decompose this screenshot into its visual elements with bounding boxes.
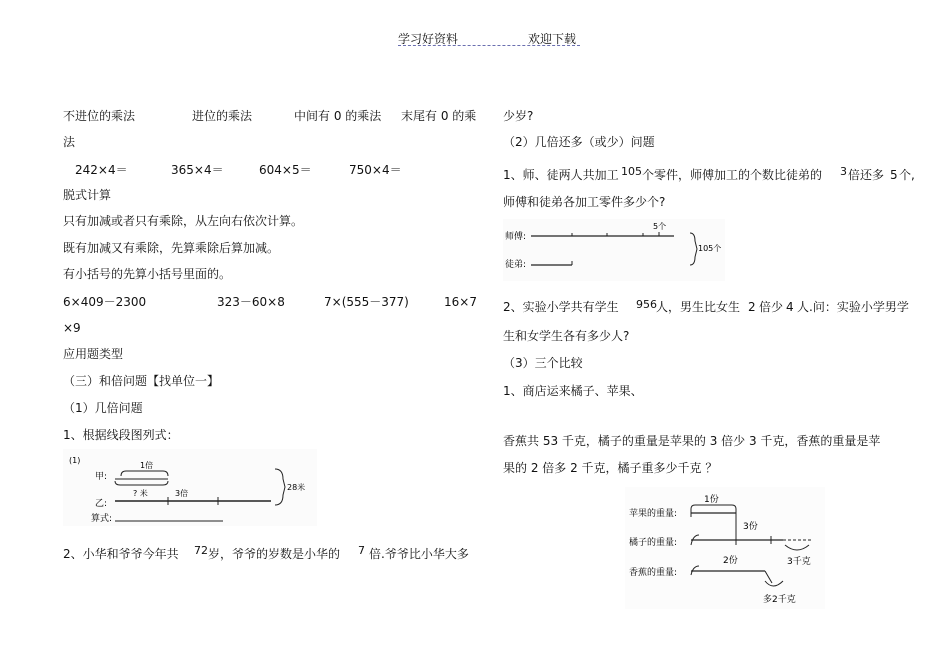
fig2-total: 105个 — [698, 244, 722, 253]
fig2-apprentice: 徒弟: — [505, 260, 527, 270]
fig1-three-parts: 3倍 — [175, 489, 189, 498]
right-q2-part1: 2、实验小学共有学生 — [503, 300, 619, 314]
section-title-app: 应用题类型 — [63, 347, 124, 361]
right-q3-line2: 香蕉共 53 千克，橘子的重量是苹果的 3 倍少 3 千克，香蕉的重量是苹 — [503, 434, 881, 448]
sub-2-title: （2）几倍还多（或少）问题 — [503, 135, 655, 149]
fig3-less3: 3千克 — [787, 557, 811, 567]
right-q2-part4: 人.问：实验小学男学 — [797, 300, 909, 314]
right-q1-part2: 个零件，师傅加工的个数比徒弟的 — [642, 168, 823, 182]
right-q1-part3: 倍还多 — [848, 168, 885, 182]
right-q2-part2: 人，男生比女生 — [656, 300, 741, 314]
right-q2-num1: 956 — [636, 298, 657, 311]
header-left-text: 学习好资料 — [398, 32, 459, 46]
expr-4: 16×7 — [444, 295, 477, 309]
fig2-master: 师傅: — [505, 232, 527, 242]
expr-wrap: ×9 — [63, 321, 81, 335]
expr-2: 323－60×8 — [217, 295, 285, 309]
fig2-five: 5个 — [653, 222, 667, 231]
left-q2-part2: 岁，爷爷的岁数是小华的 — [208, 547, 341, 561]
fig3-more2: 多2千克 — [763, 595, 796, 605]
header-right-text: 欢迎下载 — [528, 32, 577, 46]
fig1-yi: 乙: — [95, 499, 108, 509]
right-q3-line1: 1、商店运来橘子、苹果、 — [503, 384, 643, 398]
calc-3: 604×5＝ — [259, 163, 312, 177]
right-q2-cont: 少岁? — [503, 109, 534, 123]
fig1-label: (1) — [69, 456, 81, 465]
calc-4: 750×4＝ — [349, 163, 402, 177]
line-diagram-2 — [503, 219, 725, 281]
section-3-title: （三）和倍问题【找单位一】 — [63, 374, 220, 388]
right-q1-num2: 3 — [840, 165, 847, 178]
right-q1-part1: 1、师、徒两人共加工 — [503, 168, 619, 182]
left-q2-num1: 72 — [194, 544, 208, 557]
line-diagram-1 — [63, 449, 317, 526]
fig3-two: 2份 — [723, 556, 738, 566]
calc-1: 242×4＝ — [75, 163, 128, 177]
fig1-jia: 甲: — [95, 472, 108, 482]
right-q3-line3: 果的 2 倍多 2 千克，橘子重多少千克 ？ — [503, 461, 718, 475]
right-q2-num2: 2 — [748, 300, 756, 314]
mult-type-3: 中间有 0 的乘法 — [294, 109, 382, 123]
right-q1-part4: 个, — [899, 168, 915, 182]
calc-2: 365×4＝ — [171, 163, 224, 177]
fig3-apple: 苹果的重量: — [629, 509, 678, 519]
fig3-three: 3份 — [743, 522, 758, 532]
question-1: 1、根据线段图列式： — [63, 428, 179, 442]
sub-3-title: （3）三个比较 — [503, 356, 583, 370]
sub-1-title: （1）几倍问题 — [63, 401, 143, 415]
rule-1: 只有加减或者只有乘除，从左向右依次计算。 — [63, 214, 304, 228]
right-q2-num3: 4 — [786, 300, 794, 314]
mult-type-1: 不进位的乘法 — [63, 109, 136, 123]
header-underline — [398, 45, 580, 46]
fig1-unknown: ? 米 — [133, 489, 148, 498]
rule-2: 既有加减又有乘除，先算乘除后算加减。 — [63, 241, 280, 255]
expr-1: 6×409－2300 — [63, 295, 147, 309]
right-q2-part3: 倍少 — [759, 300, 784, 314]
expr-3: 7×(555－377) — [324, 295, 409, 309]
left-q2-part1: 2、小华和爷爷今年共 — [63, 547, 179, 561]
mult-type-2: 进位的乘法 — [192, 109, 253, 123]
line-diagram-3 — [625, 487, 825, 609]
right-q1-num1: 105 — [621, 165, 642, 178]
left-q2-part3: 倍.爷爷比小华大多 — [369, 547, 469, 561]
right-q2-line2: 生和女学生各有多少人? — [503, 329, 630, 343]
fig3-orange: 橘子的重量: — [629, 538, 678, 548]
fig3-one: 1份 — [704, 495, 719, 505]
mult-type-4: 末尾有 0 的乘 — [401, 109, 477, 123]
fig3-banana: 香蕉的重量: — [629, 568, 678, 578]
right-q1-line2: 师傅和徒弟各加工零件多少个? — [503, 195, 666, 209]
section-title-tuoshi: 脱式计算 — [63, 188, 112, 202]
left-q2-num2: 7 — [358, 544, 365, 557]
rule-3: 有小括号的先算小括号里面的。 — [63, 267, 232, 281]
fig1-one-part: 1倍 — [140, 461, 154, 470]
fig1-formula: 算式: — [91, 514, 113, 524]
fig1-total: 28米 — [287, 483, 306, 492]
right-q1-num3: 5 — [890, 168, 898, 182]
mult-type-wrap: 法 — [63, 135, 76, 149]
